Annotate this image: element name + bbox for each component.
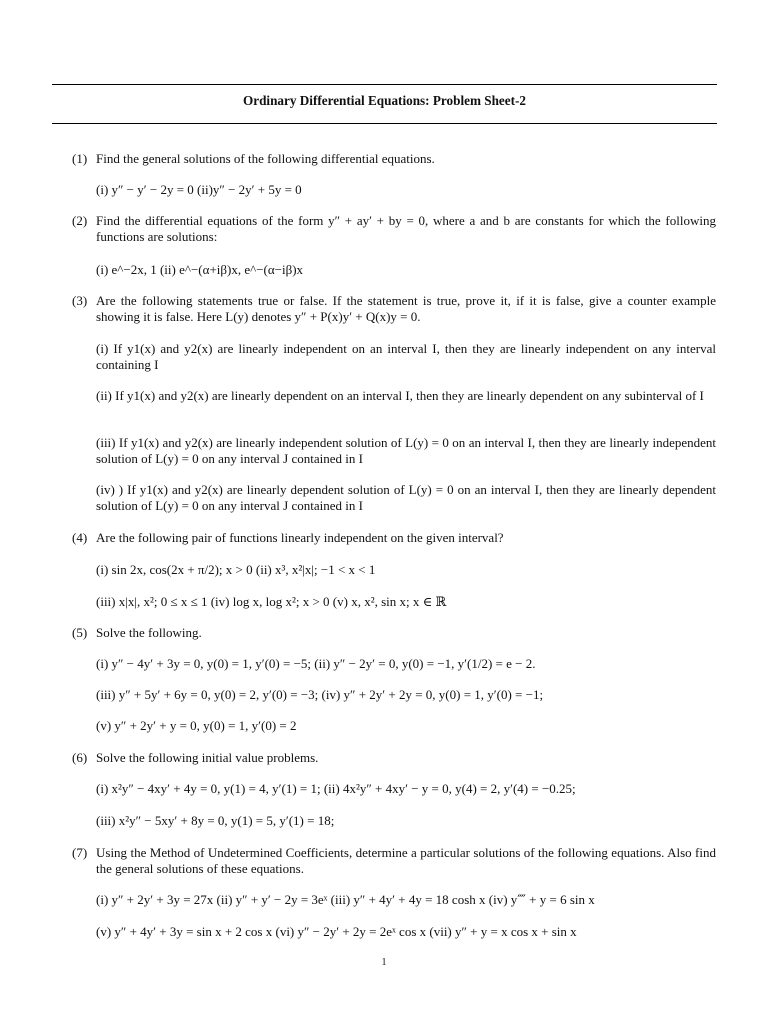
problem-text: Solve the following initial value problems. — [96, 750, 319, 765]
problem-part: (iv) ) If y1(x) and y2(x) are linearly dependent solution of L(y) = 0 on an interval I, then they are linearly dependent solution of L(y) = 0 on any interval J contained in I — [96, 482, 716, 513]
problem-part: (i) sin 2x, cos(2x + π/2); x > 0 (ii) x³, x²|x|; −1 < x < 1 — [96, 562, 376, 577]
problem-text: Are the following pair of functions linearly independent on the given interval? — [96, 530, 504, 545]
title-underline — [52, 123, 717, 124]
problem-part: (i) y″ − 4y′ + 3y = 0, y(0) = 1, y′(0) = −5; (ii) y″ − 2y′ = 0, y(0) = −1, y′(1/2) = e − 2. — [96, 656, 536, 671]
problem-part: (i) y″ + 2y′ + 3y = 27x (ii) y″ + y′ − 2y = 3eˣ (iii) y″ + 4y′ + 4y = 18 cosh x (iv) y⁗ + y = 6 sin x — [96, 892, 595, 907]
problem-number: (5) — [72, 625, 88, 640]
problem-part: (ii) If y1(x) and y2(x) are linearly dependent on an interval I, then they are linearly dependent on any subinterval of I — [96, 388, 704, 403]
problem-text: Find the general solutions of the following differential equations. — [96, 151, 435, 166]
problem-part: (iii) x²y″ − 5xy′ + 8y = 0, y(1) = 5, y′(1) = 18; — [96, 813, 335, 828]
problem-text: Using the Method of Undetermined Coefficients, determine a particular solutions of the following equations. Also find the general solutions of these equations. — [96, 845, 716, 876]
page-number: 1 — [381, 957, 387, 968]
problem-part: (v) y″ + 2y′ + y = 0, y(0) = 1, y′(0) = 2 — [96, 718, 297, 733]
problem-part: (i) e^−2x, 1 (ii) e^−(α+iβ)x, e^−(α−iβ)x — [96, 262, 304, 277]
problem-text: Solve the following. — [96, 625, 202, 640]
problem-part: (i) x²y″ − 4xy′ + 4y = 0, y(1) = 4, y′(1) = 1; (ii) 4x²y″ + 4xy′ − y = 0, y(4) = 2, y′(4) = −0.25; — [96, 781, 576, 796]
problem-part: (i) y″ − y′ − 2y = 0 (ii)y″ − 2y′ + 5y = 0 — [96, 182, 302, 197]
problem-number: (1) — [72, 151, 88, 166]
problem-text: Find the differential equations of the form y″ + ay′ + by = 0, where a and b are constants for which the following functions are solutions: — [96, 213, 716, 244]
page-title: Ordinary Differential Equations: Problem Sheet-2 — [242, 93, 527, 108]
problem-part: (iii) y″ + 5y′ + 6y = 0, y(0) = 2, y′(0) = −3; (iv) y″ + 2y′ + 2y = 0, y(0) = 1, y′(0) = −1; — [96, 687, 544, 702]
problem-number: (4) — [72, 530, 88, 545]
problem-number: (3) — [72, 293, 88, 308]
problem-part: (iii) If y1(x) and y2(x) are linearly independent solution of L(y) = 0 on an interval I, then they are linearly independent solution of L(y) = 0 on any interval J contained in I — [96, 435, 716, 466]
problem-number: (2) — [72, 213, 88, 228]
problem-part: (v) y″ + 4y′ + 3y = sin x + 2 cos x (vi) y″ − 2y′ + 2y = 2eˣ cos x (vii) y″ + y = x cos x + sin x — [96, 924, 577, 939]
problem-text: Are the following statements true or false. If the statement is true, prove it, if it is false, give a counter example showing it is false. Here L(y) denotes y″ + P(x)y′ + Q(x)y = 0. — [96, 293, 716, 324]
problem-part: (i) If y1(x) and y2(x) are linearly independent on an interval I, then they are linearly independent on any interval containing I — [96, 341, 716, 372]
top-rule — [52, 84, 717, 85]
problem-number: (7) — [72, 845, 88, 860]
problem-part: (iii) x|x|, x²; 0 ≤ x ≤ 1 (iv) log x, log x²; x > 0 (v) x, x², sin x; x ∈ ℝ — [96, 594, 447, 609]
problem-number: (6) — [72, 750, 88, 765]
